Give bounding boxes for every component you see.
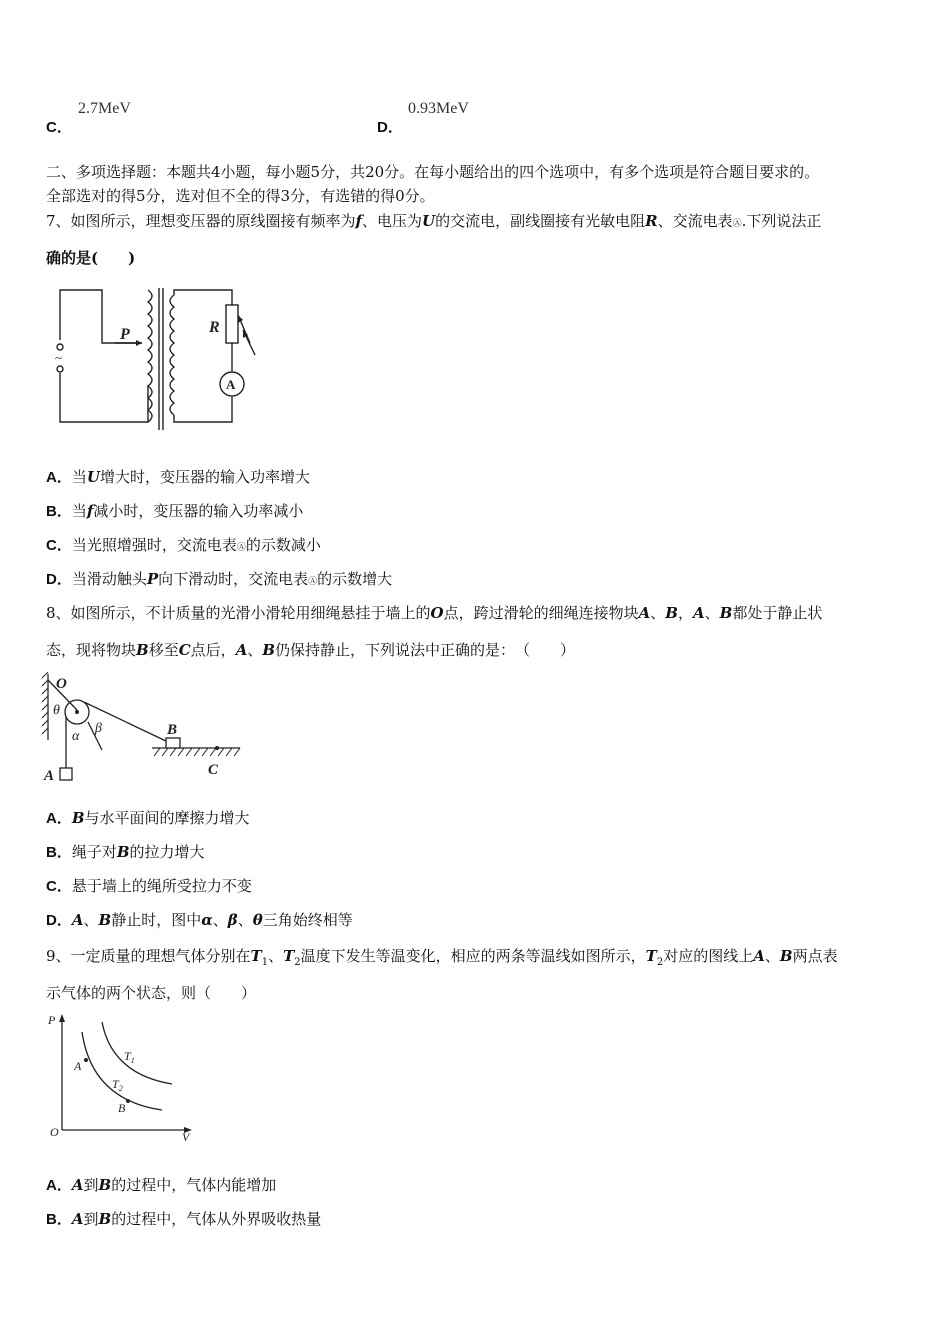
ammeter-icon: Ⓐ bbox=[308, 577, 318, 587]
q7-option-c[interactable]: C．当光照增强时，交流电表Ⓐ的示数减小 bbox=[46, 536, 321, 554]
label-c: C bbox=[208, 762, 219, 778]
q9-isotherm-figure bbox=[44, 1012, 204, 1142]
label-theta: θ bbox=[53, 703, 60, 718]
q8-stem-line1: 8、如图所示，不计质量的光滑小滑轮用细绳悬挂于墙上的O点，跨过滑轮的细绳连接物块A、B，A、B都处于静止状 bbox=[46, 604, 823, 622]
section2-instructions-line1: 二、多项选择题：本题共4小题，每小题5分，共20分。在每小题给出的四个选项中，有多个选项是符合题目要求的。 bbox=[46, 163, 820, 181]
label-state-a: A bbox=[74, 1059, 82, 1073]
option-label: C． bbox=[46, 119, 72, 136]
q8-option-a[interactable]: A．B与水平面间的摩擦力增大 bbox=[46, 809, 250, 827]
q8-option-c[interactable]: C．悬于墙上的绳所受拉力不变 bbox=[46, 877, 252, 895]
q8-pulley-figure bbox=[40, 672, 245, 787]
ac-source-symbol: ~ bbox=[55, 350, 63, 365]
state-point-b bbox=[126, 1099, 130, 1103]
state-point-a bbox=[84, 1058, 88, 1062]
label-beta: β bbox=[95, 721, 102, 736]
label-t2: $T_2$ bbox=[112, 1077, 123, 1093]
label-alpha: α bbox=[72, 729, 80, 744]
ammeter-icon: Ⓐ bbox=[732, 219, 742, 229]
prev-option-c bbox=[46, 116, 72, 137]
origin-label: O bbox=[50, 1125, 59, 1139]
q7-stem-line2: 确的是( ) bbox=[46, 249, 136, 267]
q8-option-b[interactable]: B．绳子对B的拉力增大 bbox=[46, 843, 205, 861]
q9-option-a[interactable]: A．A到B的过程中，气体内能增加 bbox=[46, 1176, 277, 1194]
point-c bbox=[215, 746, 219, 750]
q7-stem-line1: 7、如图所示，理想变压器的原线圈接有频率为f、电压为U的交流电，副线圈接有光敏电阻R、交流电表Ⓐ.下列说法正 bbox=[46, 212, 822, 230]
block-b bbox=[166, 738, 180, 748]
section2-instructions-line2: 全部选对的得5分，选对但不全的得3分，有选错的得0分。 bbox=[46, 187, 435, 205]
ammeter-label: A bbox=[226, 377, 236, 392]
q8-option-d[interactable]: D．A、B静止时，图中α、β、θ三角始终相等 bbox=[46, 911, 353, 929]
prev-option-d-value: 0.93MeV bbox=[408, 100, 469, 117]
axis-label-p: P bbox=[48, 1013, 56, 1027]
q9-stem-line1: 9、一定质量的理想气体分别在$T_1$、$T_2$温度下发生等温变化，相应的两条等温线如图所示，$T_2$对应的图线上A、B两点表 bbox=[46, 947, 838, 968]
isotherm-t1 bbox=[102, 1022, 172, 1084]
q7-option-d[interactable]: D．当滑动触头P向下滑动时，交流电表Ⓐ的示数增大 bbox=[46, 570, 393, 588]
label-b: B bbox=[167, 722, 178, 738]
q7-transformer-figure bbox=[50, 285, 260, 430]
axis-label-v: V bbox=[182, 1130, 190, 1142]
prev-option-c-value: 2.7MeV bbox=[78, 100, 131, 117]
slider-label-p: P bbox=[120, 326, 130, 343]
option-label: D． bbox=[377, 119, 403, 136]
isotherm-t2 bbox=[82, 1032, 162, 1110]
ammeter-icon: Ⓐ bbox=[236, 543, 246, 553]
q9-option-b[interactable]: B．A到B的过程中，气体从外界吸收热量 bbox=[46, 1210, 322, 1228]
label-a: A bbox=[44, 768, 55, 784]
q7-option-b[interactable]: B．当f减小时，变压器的输入功率减小 bbox=[46, 502, 304, 520]
resistor-label-r: R bbox=[209, 319, 220, 336]
prev-option-d bbox=[377, 116, 403, 137]
label-o: O bbox=[56, 676, 67, 692]
label-state-b: B bbox=[118, 1101, 126, 1115]
label-t1: $T_1$ bbox=[124, 1049, 135, 1065]
q7-option-a[interactable]: A．当U增大时，变压器的输入功率增大 bbox=[46, 468, 310, 486]
q9-stem-line2: 示气体的两个状态，则（ ） bbox=[46, 984, 257, 1002]
q8-stem-line2: 态，现将物块B移至C点后，A、B仍保持静止，下列说法中正确的是： （ ） bbox=[46, 641, 576, 659]
block-a bbox=[60, 768, 72, 780]
photoresistor-symbol bbox=[226, 305, 238, 343]
